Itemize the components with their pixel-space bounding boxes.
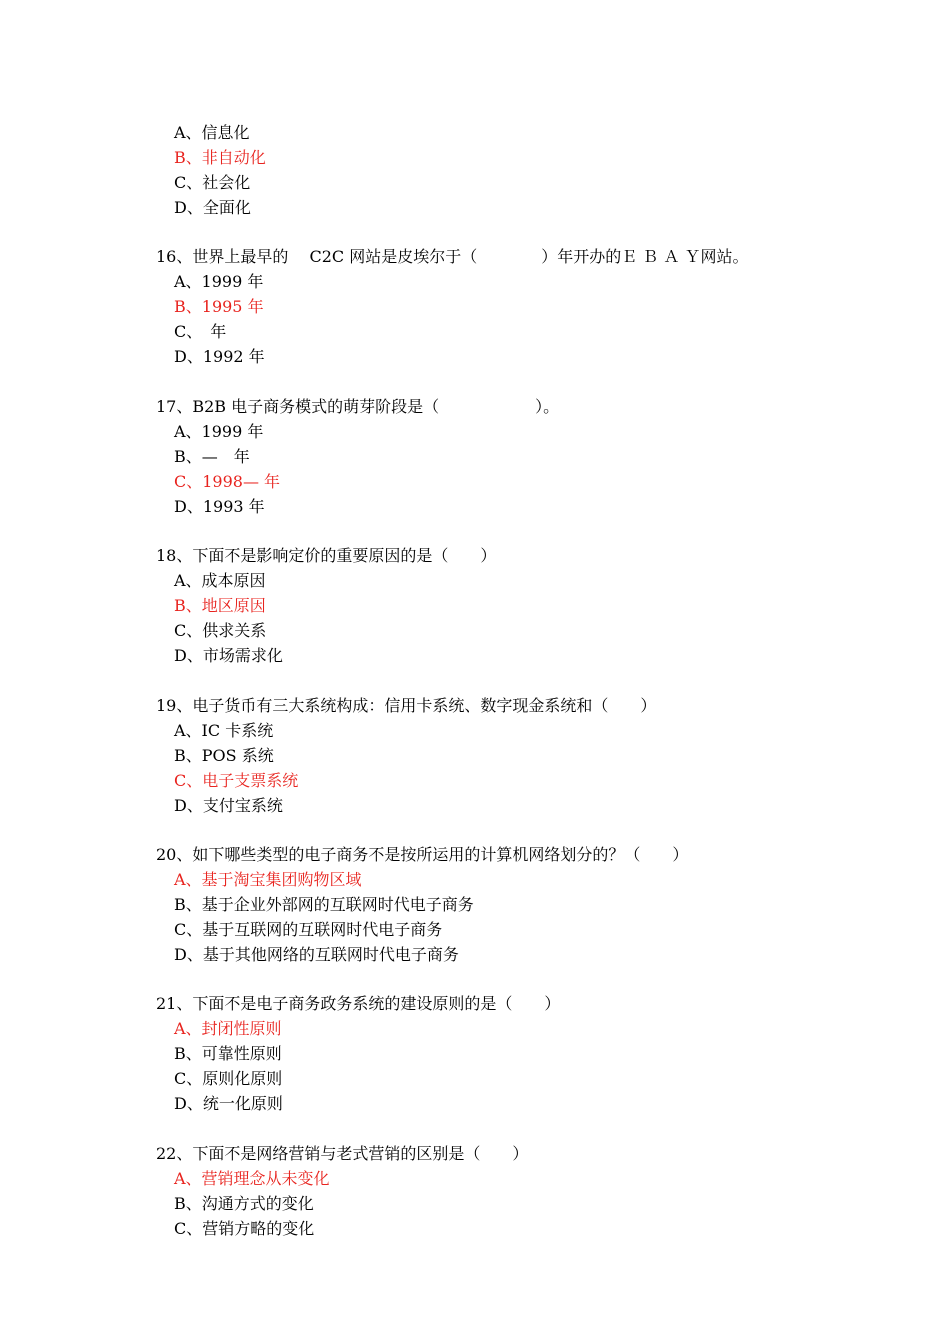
q17-option-c-answer: C、1998— 年 <box>174 472 281 491</box>
q16-option-c: C、 年 <box>174 322 227 341</box>
q22-stem: 22、下面不是网络营销与老式营销的区别是（ ） <box>156 1144 529 1163</box>
q20-stem: 20、如下哪些类型的电子商务不是按所运用的计算机网络划分的？（ ） <box>156 845 689 864</box>
q21-option-d: D、统一化原则 <box>174 1094 283 1113</box>
q18-option-a: A、成本原因 <box>174 571 266 590</box>
q18-option-b-answer: B、地区原因 <box>174 596 266 615</box>
q16-option-d: D、1992 年 <box>174 347 265 366</box>
q21-option-a-answer: A、封闭性原则 <box>174 1019 282 1038</box>
q19-stem: 19、电子货币有三大系统构成：信用卡系统、数字现金系统和（ ） <box>156 696 657 715</box>
q20-option-c: C、基于互联网的互联网时代电子商务 <box>174 920 443 939</box>
q16-option-b-answer: B、1995 年 <box>174 297 264 316</box>
q19-option-d: D、支付宝系统 <box>174 796 283 815</box>
q20-option-b: B、基于企业外部网的互联网时代电子商务 <box>174 895 474 914</box>
q21-option-b: B、可靠性原则 <box>174 1044 282 1063</box>
q17-option-b: B、— 年 <box>174 447 250 466</box>
q22-option-c: C、营销方略的变化 <box>174 1219 315 1238</box>
q21-option-c: C、原则化原则 <box>174 1069 283 1088</box>
q19-option-c-answer: C、电子支票系统 <box>174 771 299 790</box>
q22-option-b: B、沟通方式的变化 <box>174 1194 314 1213</box>
q15-option-b-answer: B、非自动化 <box>174 148 266 167</box>
q18-option-c: C、供求关系 <box>174 621 267 640</box>
q15-option-d: D、全面化 <box>174 198 251 217</box>
q17-option-a: A、1999 年 <box>174 422 264 441</box>
q16-option-a: A、1999 年 <box>174 272 264 291</box>
q19-option-a: A、IC 卡系统 <box>174 721 274 740</box>
q17-stem: 17、B2B 电子商务模式的萌芽阶段是（ ）。 <box>156 397 560 416</box>
q16-stem: 16、世界上最早的 C2C 网站是皮埃尔于（ ）年开办的Ｅ Ｂ Ａ Ｙ网站。 <box>156 247 749 266</box>
q18-stem: 18、下面不是影响定价的重要原因的是（ ） <box>156 546 497 565</box>
q22-option-a-answer: A、营销理念从未变化 <box>174 1169 330 1188</box>
q15-option-a: A、信息化 <box>174 123 250 142</box>
q19-option-b: B、POS 系统 <box>174 746 274 765</box>
q21-stem: 21、下面不是电子商务政务系统的建设原则的是（ ） <box>156 994 561 1013</box>
q20-option-a-answer: A、基于淘宝集团购物区域 <box>174 870 362 889</box>
q18-option-d: D、市场需求化 <box>174 646 283 665</box>
q15-option-c: C、社会化 <box>174 173 251 192</box>
q20-option-d: D、基于其他网络的互联网时代电子商务 <box>174 945 459 964</box>
q17-option-d: D、1993 年 <box>174 497 265 516</box>
